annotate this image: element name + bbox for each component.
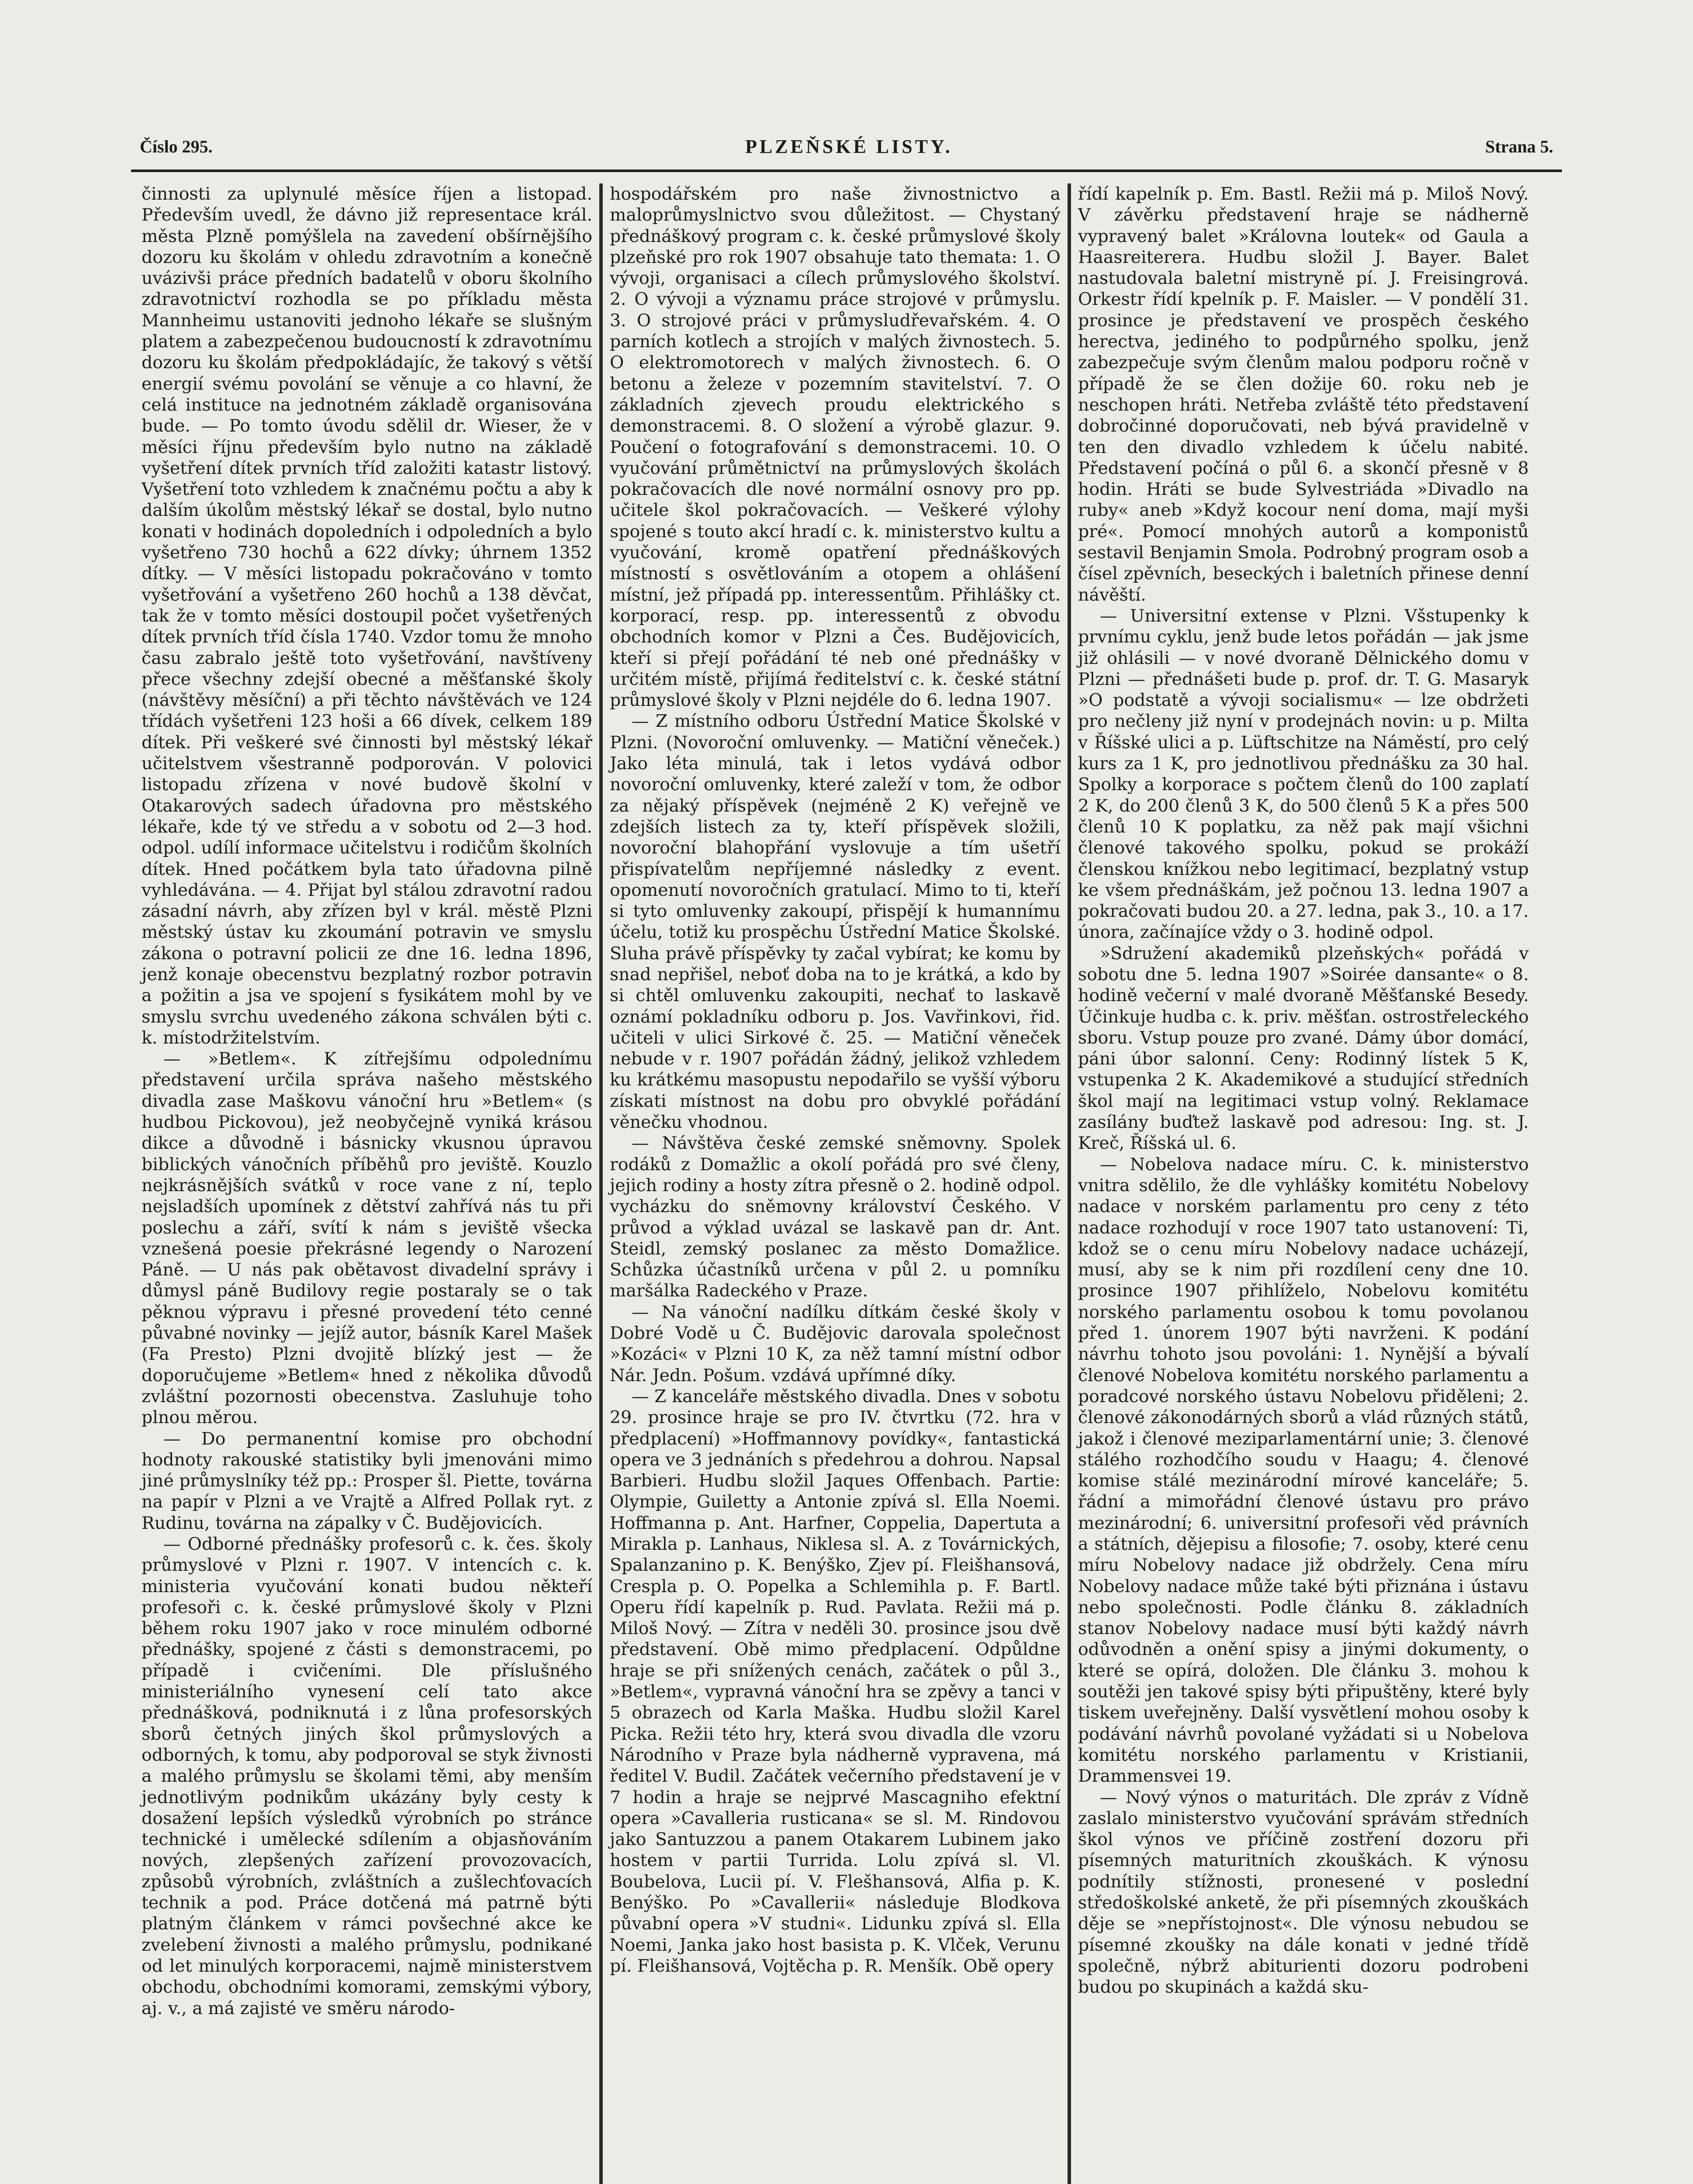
paragraph: — Odborné přednášky profesorů c. k. čes. školy průmyslové v Plzni r. 1907. V intencích c. k. ministeria vyučování konati budou někteří profesoři c. k. české průmyslové školy v Plzni během roku 1907 jako v roce minulém odborné přednášky, spojené z části s demonstracemi, po případě i cvičeními. Dle příslušného ministeriálního vynesení celí tato akce přednášková, podniknutá i z lůna profesorských sborů četných jiných škol průmyslových a odborných, k tomu, aby podporoval se styk živnosti a malého průmyslu se školami těmi, aby menším jednotlivým podnikům ukázány byly cesty k dosažení lepších výsledků výrobních po stránce technické i umělecké sdílením a objasňováním nových, zlepšených zařízení provozovacích, způsobů výrobních, zvláštních a zušlechťovacích technik a pod. Práce dotčená má patrně býti platným článkem v rámci povšechné akce ke zvelebení živnosti a malého průmyslu, podnikané od let minulých korporacemi, najmě ministerstvem obchodu, obchodními komorami, zemskými výbory, aj. v., a má zajisté ve směru národo- (142, 1534, 592, 2018)
paragraph: — Na vánoční nadílku dítkám české školy v Dobré Vodě u Č. Budějovic darovala společnost »Kozáci« v Plzni 10 K, za něž tamní místní odbor Nár. Jedn. Pošum. vzdává upřímné díky. (610, 1302, 1061, 1386)
issue-number: Číslo 295. (140, 136, 213, 156)
header-rule (131, 169, 1562, 172)
paragraph: řídí kapelník p. Em. Bastl. Režii má p. Miloš Nový. V závěrku představení hraje se nádherně vypravený balet »Královna loutek« od Gaula a Haasreiterera. Hudbu složil J. Bayer. Balet nastudovala baletní mistryně pí. J. Freisingrová. Orkestr řídí kpelník p. F. Maisler. — V pondělí 31. prosince je představení ve prospěch českého herectva, jediného to podpůrného spolku, jenž zabezpečuje svým členům malou podporu ročně v případě že se člen dožije 60. roku neb je neschopen hráti. Netřeba zvláště této představení dobročinné doporučovati, neb bývá pravidelně v ten den divadlo vzhledem k účelu nabité. Představení počíná o půl 6. a skončí přesně v 8 hodin. Hráti se bude Sylvestriáda »Divadlo na ruby« aneb »Když kocour není doma, mají myši pré«. Pomocí mnohých autorů a komponistů sestavil Benjamin Smola. Podrobný program osob a čísel zpěvních, beseckých i baletních přinese denní návěští. (1078, 184, 1529, 605)
page-number: Strana 5. (1485, 136, 1553, 156)
article-columns (135, 183, 1555, 2184)
paragraph: — »Betlem«. K zítřejšímu odpolednímu představení určila správa našeho městského divadla zase Maškovu vánoční hru »Betlem« (s hudbou Pickovou), jež neobyčejně vyniká krásou dikce a důvodně i básnicky vkusnou úpravou biblických vánočních příběhů pro jeviště. Kouzlo nejkrásnějších svátků v roce vane z ní, teplo nejsladších upomínek z dětství zahřívá nás tu při poslechu a září, svítí k nám s jeviště všecka vznešená poesie překrásné legendy o Narození Páně. — U nás pak obětavost divadelní správy i důmysl páně Budilovy regie postaraly se o tak pěknou výpravu i přesné provedení této cenné půvabné novinky — jejíž autor, básník Karel Mašek (Fa Presto) Plzni dvojitě blízký jest — že doporučujeme »Betlem« hned z několika důvodů zvláštní pozornosti obecenstva. Zasluhuje toho plnou měrou. (142, 1049, 592, 1428)
paragraph: — Z kanceláře městského divadla. Dnes v sobotu 29. prosince hraje se pro IV. čtvrtku (72. hra v předplacení) »Hoffmannovy povídky«, fantastická opera ve 3 jednáních s předehrou a dohrou. Napsal Barbieri. Hudbu složil Jaques Offenbach. Partie: Olympie, Guiletty a Antonie zpívá sl. Ella Noemi. Hoffmanna p. Ant. Harfner, Coppelia, Dapertuta a Mirakla p. Lanhaus, Niklesa sl. A. z Továrnických, Spalanzanino p. K. Benýško, Zjev pí. Fleišhansová, Crespla p. O. Popelka a Schlemihla p. F. Bartl. Operu řídí kapelník p. Rud. Pavlata. Režii má p. Miloš Nový. — Zítra v neděli 30. prosince jsou dvě představení. Obě mimo předplacení. Odpůldne hraje se při snížených cenách, začátek o půl 3., »Betlem«, vypravná vánoční hra se zpěvy a tanci v 5 obrazech od Karla Maška. Hudbu složil Karel Picka. Režii této hry, která svou divadla dle vzoru Národního v Praze byla nádherně vypravena, má ředitel V. Budil. Začátek večerního představení je v 7 hodin a hraje se nejprvé Mascagniho efektní opera »Cavalleria rusticana« se sl. M. Rindovou jako Santuzzou a panem Otakarem Lubinem jako hostem v partii Turrida. Lolu zpívá sl. Vl. Boubelova, Lucii pí. V. Flešhansová, Alfia p. K. Benýško. Po »Cavallerii« následuje Blodkova půvabní opera »V studni«. Lidunku zpívá sl. Ella Noemi, Janka jako host basista p. K. Vlček, Verunu pí. Fleišhansová, Vojtěcha p. R. Menšík. Obě opery (610, 1386, 1061, 1976)
paragraph: — Z místního odboru Ústřední Matice Školské v Plzni. (Novoroční omluvenky. — Matiční věneček.) Jako léta minulá, tak i letos vydává odbor novoroční omluvenky, které zaleží v tom, že odbor za nějaký příspěvek (nejméně 2 K) veřejně ve zdejších listech za ty, kteří příspěvek složili, novoroční blahopřání vyslovuje a tím ušetří přispívatelům nepříjemné následky z event. opomenutí novoročních gratulací. Mimo to ti, kteří si tyto omluvenky zakoupí, přispějí k humannímu účelu, totiž ku prospěchu Ústřední Matice Školské. Sluha právě příspěvky ty začal vybírat; ke komu by snad nepřišel, neboť doba na to je krátká, a kdo by si chtěl omluvenku zakoupiti, nechať to laskavě oznámí pokladníku odboru p. Jos. Vavřinkovi, řid. učiteli v ulici Sirkové č. 25. — Matiční věneček nebude v r. 1907 pořádán žádný, jelikož vzhledem ku krátkému masopustu nepodařilo se vyšší výboru získati místnost na dobu pro obvyklé pořádání věnečku vhodnou. (610, 711, 1061, 1133)
page-header (140, 127, 1553, 166)
paragraph: — Nový výnos o maturitách. Dle zpráv z Vídně zaslalo ministerstvo vyučování správám středních škol výnos ve příčině zostření dozoru při písemných maturitních zkouškách. K výnosu podnítily stížnosti, pronesené v poslední středoškolské anketě, že při písemných zkouškách děje se »nepřístojnost«. Dle výnosu nebudou se písemné zkoušky na dále konati v jedné třídě společně, nýbrž abiturienti dozoru podrobeni budou po skupinách a každá sku- (1078, 1787, 1529, 1997)
column-1 (135, 183, 598, 2184)
paragraph: — Do permanentní komise pro obchodní hodnoty rakouské statistiky byli jmenováni mimo jiné průmyslníky též pp.: Prosper šl. Piette, továrna na papír v Plzni a ve Vrajtě a Alfred Pollak ryt. z Rudinu, továrna na zápalky v Č. Budějovicích. (142, 1428, 592, 1533)
column-2 (604, 183, 1067, 2184)
paragraph: »Sdružení akademiků plzeňských« pořádá v sobotu dne 5. ledna 1907 »Soirée dansante« o 8. hodině večerní v malé dvoraně Měšťanské Besedy. Účinkuje hudba c. k. priv. měšťan. ostrostřeleckého sboru. Vstup pouze pro zvané. Dámy úbor domácí, páni úbor salonní. Ceny: Rodinný lístek 5 K, vstupenka 2 K. Akademikové a studující středních škol mají na legitimaci vstup volný. Reklamace zasílány buďtež laskavě pod adresou: Ing. st. J. Kreč, Říšská ul. 6. (1078, 943, 1529, 1154)
paragraph: činnosti za uplynulé měsíce říjen a listopad. Především uvedl, že dávno již representace král. města Plzně pomýšlela na zavedení obšírnějšího dozoru ku školám v ohledu zdravotním a konečně uvázivši práce předních badatelů v oboru školního zdravotnictví rozhodla se po příkladu města Mannheimu ustanoviti jednoho lékaře se slušným platem a zabezpečenou budoucností k zdravotnímu dozoru ku školám předpokládajíc, že takový s větší energií svému povolání se věnuje a co hlavní, že celá instituce na jednotném základě organisována bude. — Po tomto úvodu sdělil dr. Wieser, že v měsíci říjnu především bylo nutno na základě vyšetření dítek prvních tříd založiti katastr listový. Vyšetření toto vzhledem k značnému počtu a aby k dalším úkolům městský lékař se dostal, bylo nutno konati v hodinách dopoledních i odpoledních a bylo vyšetřeno 730 hochů a 622 dívky; úhrnem 1352 dítky. — V měsíci listopadu pokračováno v tomto vyšetřování a vyšetřeno 260 hochů a 138 děvčat, tak že v tomto měsíci dostoupil počet vyšetřených dítek prvních tříd čísla 1740. Vzdor tomu že mnoho času zabralo ještě toto vyšetřování, navštíveny přece všechny zdejší obecné a měšťanské školy (návštěvy měsíční) a při těchto návštěvách ve 124 třídách vyšetřeni 123 hoši a 66 dívek, celkem 189 dítek. Při veškeré své činnosti byl městský lékař učitelstvem všestranně podporován. V polovici listopadu zřízena v nové budově školní v Otakarových sadech úřadovna pro městského lékaře, kde tý ve středu a v sobotu od 2—3 hod. odpol. udílí informace učitelstvu i rodičům školních dítek. Hned počátkem byla tato úřadovna pilně vyhledávána. — 4. Přijat byl stálou zdravotní radou zásadní návrh, aby zřízen byl v král. městě Plzni městský ústav ku zkoumání potravin ve smyslu zákona o potravní policii ze dne 16. ledna 1896, jenž konaje obecenstvu bezplatný rozbor potravin a požitin a jsa ve spojení s fysikátem mohl by ve smyslu svrchu uvedeného zákona schválen býti c. k. místodržitelstvím. (142, 184, 592, 1048)
newspaper-title: PLZEŇSKÉ LISTY. (745, 135, 953, 157)
paragraph: — Nobelova nadace míru. C. k. ministerstvo vnitra sdělilo, že dle vyhlášky komitétu Nobelovy nadace v norském parlamentu pro ceny z této nadace rozhodují v roce 1907 tato ustanovení: Ti, kdož se o cenu míru Nobelovy nadace ucházejí, musí, aby se k nim při rozdílení ceny dne 10. prosince 1907 přihlíželo, Nobelovu komitétu norského parlamentu osobou k tomu povolanou před 1. únorem 1907 býti navrženi. K podání návrhu tohoto jsou povoláni: 1. Nynější a bývalí členové Nobelova komitétu norského parlamentu a poradcové norského ústavu Nobelovu přiděleni; 2. členové zákonodárných sborů a vlád různých států, jakož i členové meziparlamentární unie; 3. členové stálého rozhodčího soudu v Haagu; 4. členové komise stálé mezinárodní mírové kanceláře; 5. řádní a mimořádní členové ústavu pro právo mezinárodní; 6. universitní profesoři věd právních a státních, dějepisu a filosofie; 7. osoby, které cenu míru Nobelovy nadace již obdržely. Cena míru Nobelovy nadace může také býti přiznána i ústavu nebo společnosti. Podle článku 8. základních stanov Nobelovy nadace musí býti každý návrh odůvodněn a onění spisy a jinými dokumenty, o které se opírá, doložen. Dle článku 3. mohou k soutěži jen takové spisy býti připuštěny, které byly tiskem uveřejněny. Další vysvětlení mohou osoby k podávání návrhů povolané vyžádati si u Nobelova komitétu norského parlamentu v Kristianii, Drammensvei 19. (1078, 1154, 1529, 1787)
paragraph: — Universitní extense v Plzni. Všstupenky k prvnímu cyklu, jenž bude letos pořádán — jak jsme již ohlásili — v nové dvoraně Dělnického domu v Plzni — přednášeti bude p. prof. dr. T. G. Masaryk »O podstatě a vývoji socialismu« — lze obdržeti pro nečleny již nyní v prodejnách novin: u p. Milta v Říšské ulici a p. Lüftschitze na Náměstí, pro celý kurs za 1 K, pro jednotlivou přednášku za 30 hal. Spolky a korporace s počtem členů do 100 zaplatí 2 K, do 200 členů 3 K, do 500 členů 5 K a přes 500 členů 10 K poplatku, za něž pak mají všichni členové takového spolku, pokud se prokáží členskou knížkou nebo legitimací, bezplatný vstup ke všem přednáškám, jež počnou 13. ledna 1907 a pokračovati budou 20. a 27. ledna, pak 3., 10. a 17. února, začínajíce vždy o 3. hodině odpol. (1078, 605, 1529, 943)
column-divider (599, 183, 603, 2184)
column-divider (1068, 183, 1071, 2184)
column-3 (1072, 183, 1535, 2184)
paragraph: hospodářském pro naše živnostnictvo a maloprůmyslnictvo svou důležitost. — Chystaný přednáškový program c. k. české průmyslové školy plzeňské pro rok 1907 obsahuje tato themata: 1. O vývoji, organisaci a cílech průmyslového školství. 2. O vývoji a významu práce strojové v průmyslu. 3. O strojové práci v průmysludřevařském. 4. O parních kotlech a strojích v malých živnostech. 5. O elektromotorech v malých živnostech. 6. O betonu a železe v pozemním stavitelství. 7. O základních zjevech proudu elektrického s demonstracemi. 8. O složení a výrobě glazur. 9. Poučení o fotografování s demonstracemi. 10. O vyučování průmětnictví na průmyslových školách pokračovacích dle nové normální osnovy pro pp. učitele škol pokračovacích. — Veškeré výlohy spojené s touto akcí hradí c. k. ministerstvo kultu a vyučování, kromě opatření přednáškových místností s osvětlováním a otopem a ohlášení místní, jež případá pp. interessentům. Přihlášky ct. korporací, resp. pp. interessentů z obvodu obchodních komor v Plzni a Čes. Budějovicích, kteří si přejí pořádání té neb oné přednášky v určitém místě, přijímá ředitelství c. k. české státní průmyslové školy v Plzni nejdéle do 6. ledna 1907. (610, 184, 1061, 711)
paragraph: — Návštěva české zemské sněmovny. Spolek rodáků z Domažlic a okolí pořádá pro své členy, jejich rodiny a hosty zítra přesně o 2. hodině odpol. vycházku do sněmovny království Českého. V průvod a výklad uvázal se laskavě pan dr. Ant. Steidl, zemský poslanec za město Domažlice. Schůzka účastníků určena v půl 2. u pomníku maršálka Radeckého v Praze. (610, 1133, 1061, 1301)
